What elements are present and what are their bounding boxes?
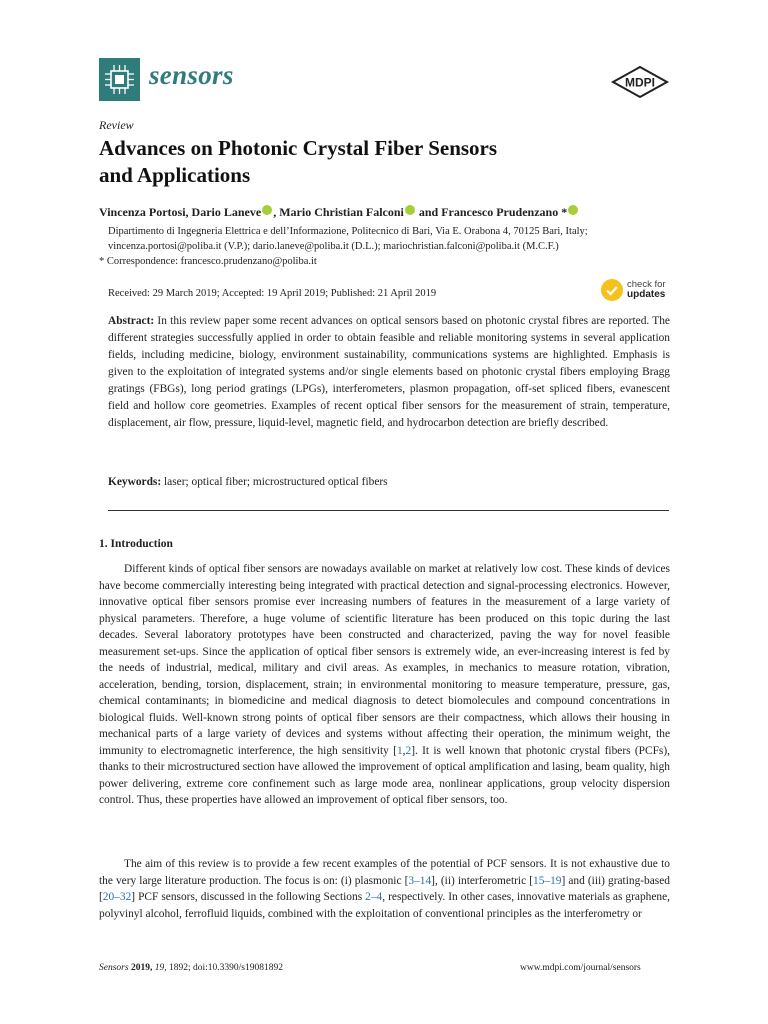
keywords-label: Keywords:	[108, 476, 162, 488]
paragraph-text: Different kinds of optical fiber sensors are nowadays available on market at relatively low cost. These kinds of devices have become commercially interesting being integrated with practical detection and signal-processing electronics. However, innovative optical fiber sensors promise ever increasing numbers of features in the measurement of a large variety of physical parameters. Therefore, a huge volume of scientific literature has been produced on this topic during the last decades. Several laboratory prototypes have been constructed and characterized, paving the way for novel feasible measurement set-ups. Since the application of optical fiber sensors is extremely wide, an ever-increasing interest is fed by the needs of industrial, medical, military and civil areas. As examples, in mechanics to measure rotation, vibration, acceleration, bending, torsion, displacement, strain; in environmental monitoring to measure temperature, pressure, gas, chemical contaminants; in biomedicine and medical diagnosis to detect biomolecules and compound concentrations in biological fluids. Well-known strong points of optical fiber sensors are their compactness, which allows their housing in mechanical parts of a large variety of devices and systems without affecting their operation, the minimum weight, the immunity to electromagnetic interference, the high sensitivity [	[99, 563, 670, 757]
affiliation: Dipartimento di Ingegneria Elettrica e dell’Informazione, Politecnico di Bari, Via E. Orabona 4, 70125 Bari, Italy;	[108, 226, 588, 237]
abstract-label: Abstract:	[108, 315, 155, 327]
abstract-text: In this review paper some recent advances on optical sensors based on photonic crystal fibres are reported. The different strategies successfully applied in order to obtain feasible and reliable monitoring systems in several application fields, including medicine, biology, environment sustainability, communications systems are highlighted. Emphasis is given to the exploitation of integrated systems and/or single elements based on photonic crystal fibers employing Bragg gratings (FBGs), long period gratings (LPGs), interferometers, plasmon propagation, off-set spliced fibers, evanescent field and hollow core geometries. Examples of recent optical fiber sensors for the measurement of strain, temperature, displacement, air flow, pressure, liquid-level, magnetic field, and hydrocarbon detection are briefly described.	[108, 315, 670, 429]
author-2[interactable]: Dario Laneve	[191, 205, 262, 219]
author-emails[interactable]: vincenza.portosi@poliba.it (V.P.); dario.laneve@poliba.it (D.L.); mariochristian.falconi@poliba.it (M.C.F.)	[108, 241, 559, 252]
publication-dates: Received: 29 March 2019; Accepted: 19 April 2019; Published: 21 April 2019	[108, 288, 437, 299]
intro-paragraph-2	[99, 856, 670, 922]
abstract	[108, 313, 670, 432]
section-divider	[108, 510, 669, 511]
check-updates-icon	[601, 279, 623, 301]
check-updates-label: check for	[627, 279, 666, 290]
title-line-1: Advances on Photonic Crystal Fiber Sensors	[99, 136, 498, 160]
article-type: Review	[99, 118, 134, 132]
paragraph-text: ], (ii) interferometric [	[431, 874, 534, 887]
citation-link[interactable]: 3–14	[408, 874, 432, 887]
keywords-text: laser; optical fiber; microstructured optical fibers	[161, 476, 388, 488]
footer-doi[interactable]: , 1892; doi:10.3390/s19081892	[164, 963, 283, 973]
author-list	[99, 205, 579, 220]
journal-name: sensors	[149, 60, 234, 90]
author-3[interactable]: , Mario Christian Falconi	[273, 205, 404, 219]
author-1[interactable]: Vincenza Portosi,	[99, 205, 189, 219]
section-link[interactable]: 2–4	[365, 891, 383, 903]
footer-volume: 19	[154, 963, 165, 973]
paragraph-text: The aim of this review is to provide a few recent examples of the potential of PCF sensors. It is not exhaustive due to the very large literature production. The focus is on: (i) plasmonic [	[99, 858, 670, 887]
correspondence[interactable]: * Correspondence: francesco.prudenzano@poliba.it	[99, 256, 317, 267]
section-heading: 1. Introduction	[99, 538, 173, 550]
footer-journal: Sensors	[99, 963, 129, 973]
keywords	[108, 476, 388, 488]
mdpi-logo	[610, 66, 670, 98]
check-for-updates-badge[interactable]	[601, 277, 673, 303]
article-title	[99, 135, 659, 189]
paragraph-text: ] PCF sensors, discussed in the following Sections	[131, 891, 366, 903]
paragraph-text: , respectively. In other cases, innovative materials as graphene, polyvinyl alcohol, ferrofluid liquids, combined with the exploitation of conventional principles as the interferometry or	[99, 891, 670, 920]
paragraph-text: ,	[402, 744, 406, 757]
footer-citation	[99, 963, 283, 973]
check-updates-label-bold: updates	[627, 289, 666, 300]
citation-link[interactable]: 20–32	[102, 891, 132, 903]
paragraph-text: ] and (iii) grating-based [	[99, 874, 670, 903]
mdpi-logo-text: MDPI	[625, 75, 655, 90]
citation-link[interactable]: 15–19	[533, 874, 562, 887]
orcid-icon[interactable]	[262, 205, 272, 215]
sensor-chip-icon	[99, 58, 140, 101]
title-line-2: and Applications	[99, 163, 251, 187]
author-4[interactable]: and Francesco Prudenzano *	[415, 205, 568, 219]
citation-link[interactable]: 2	[405, 744, 412, 757]
citation-link[interactable]: 1	[396, 744, 403, 757]
orcid-icon[interactable]	[405, 205, 415, 215]
footer-year: 2019,	[128, 963, 155, 973]
orcid-icon[interactable]	[568, 205, 578, 215]
paragraph-text: ]. It is well known that photonic crystal fibers (PCFs), thanks to their microstructured section have allowed the improvement of optical amplification and lasing, beam quality, high power delivering, extreme core confinement such as large mode area, nonlinear applications, group velocity dispersion control. Thus, these properties have allowed an improvement of optical fiber sensors, too.	[99, 744, 670, 806]
footer-url[interactable]: www.mdpi.com/journal/sensors	[520, 963, 641, 973]
journal-logo	[99, 58, 140, 101]
intro-paragraph-1	[99, 561, 670, 809]
